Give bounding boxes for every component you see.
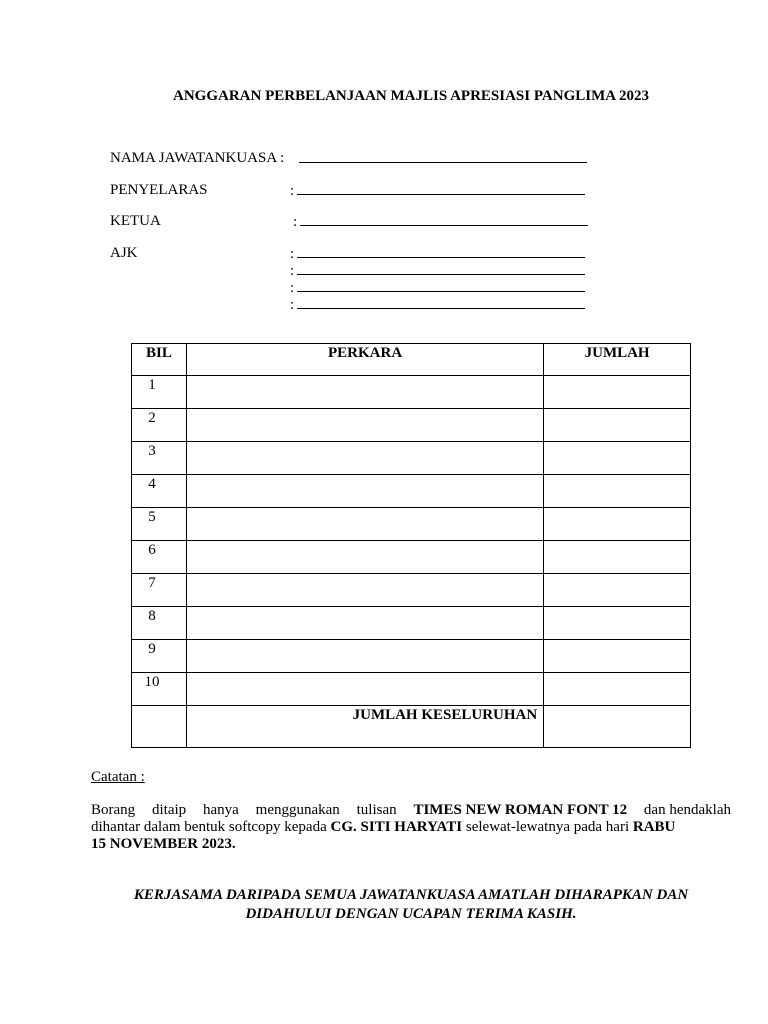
jumlah-cell[interactable] xyxy=(544,508,691,541)
note-date: 15 NOVEMBER 2023 xyxy=(91,836,232,852)
closing-message xyxy=(91,886,731,924)
jumlah-cell[interactable] xyxy=(544,475,691,508)
jumlah-cell[interactable] xyxy=(544,541,691,574)
table-header-row xyxy=(132,344,691,376)
note-word: menggunakan xyxy=(255,802,340,818)
note-word: ditaip xyxy=(152,802,187,818)
perkara-cell[interactable] xyxy=(186,673,543,706)
row-number: 9 xyxy=(132,640,187,673)
header-jumlah: JUMLAH xyxy=(544,344,691,376)
table-row xyxy=(132,541,691,574)
budget-table xyxy=(131,343,691,748)
perkara-cell[interactable] xyxy=(186,574,543,607)
blank-line xyxy=(297,296,585,309)
blank-line xyxy=(299,150,587,163)
blank-line xyxy=(297,182,585,195)
field-colon: : xyxy=(290,246,295,262)
note-line2-mid: selewat-lewatnya pada hari xyxy=(465,819,630,835)
row-number: 7 xyxy=(132,574,187,607)
field-label-nama-jawatankuasa: NAMA JAWATANKUASA : xyxy=(110,150,285,166)
note-body xyxy=(91,802,731,853)
row-number: 8 xyxy=(132,607,187,640)
jumlah-cell[interactable] xyxy=(544,442,691,475)
note-line1-tail: dan hendaklah xyxy=(643,802,731,818)
jumlah-cell[interactable] xyxy=(544,607,691,640)
note-font-requirement: TIMES NEW ROMAN FONT 12 xyxy=(413,802,628,818)
total-jumlah-cell[interactable] xyxy=(544,706,691,748)
note-word: Borang xyxy=(91,802,136,818)
blank-line xyxy=(297,245,585,258)
table-row xyxy=(132,442,691,475)
perkara-cell[interactable] xyxy=(186,508,543,541)
table-row xyxy=(132,376,691,409)
table-row xyxy=(132,475,691,508)
blank-line xyxy=(297,262,585,275)
row-number: 2 xyxy=(132,409,187,442)
field-ajk-2[interactable] xyxy=(290,262,585,280)
total-bil-cell xyxy=(132,706,187,748)
document-title: ANGGARAN PERBELANJAAN MAJLIS APRESIASI PANGLIMA 2023 xyxy=(172,88,649,104)
perkara-cell[interactable] xyxy=(186,376,543,409)
row-number: 1 xyxy=(132,376,187,409)
field-label-penyelaras: PENYELARAS xyxy=(110,182,208,198)
closing-line-1: KERJASAMA DARIPADA SEMUA JAWATANKUASA AMATLAH DIHARAPKAN DAN xyxy=(133,887,689,903)
field-ajk-4[interactable] xyxy=(290,296,585,314)
row-number: 3 xyxy=(132,442,187,475)
total-label: JUMLAH KESELURUHAN xyxy=(186,706,543,748)
row-number: 4 xyxy=(132,475,187,508)
note-line-3 xyxy=(91,836,731,853)
table-row xyxy=(132,409,691,442)
field-colon: : xyxy=(293,214,298,230)
note-word: hanya xyxy=(203,802,239,818)
field-ajk-3[interactable] xyxy=(290,279,585,297)
header-bil: BIL xyxy=(132,344,187,376)
perkara-cell[interactable] xyxy=(186,409,543,442)
note-line-2 xyxy=(91,819,731,836)
closing-line-2: DIDAHULUI DENGAN UCAPAN TERIMA KASIH. xyxy=(245,906,577,922)
perkara-cell[interactable] xyxy=(186,607,543,640)
blank-line xyxy=(297,279,585,292)
perkara-cell[interactable] xyxy=(186,475,543,508)
note-heading: Catatan : xyxy=(91,769,145,785)
note-end: . xyxy=(231,836,236,852)
table-row xyxy=(132,574,691,607)
field-colon: : xyxy=(290,297,295,313)
table-row xyxy=(132,508,691,541)
perkara-cell[interactable] xyxy=(186,640,543,673)
field-colon: : xyxy=(290,183,295,199)
note-line2-pre: dihantar dalam bentuk softcopy kepada xyxy=(91,819,327,835)
jumlah-cell[interactable] xyxy=(544,409,691,442)
jumlah-cell[interactable] xyxy=(544,574,691,607)
table-row xyxy=(132,640,691,673)
note-word: tulisan xyxy=(356,802,397,818)
field-colon: : xyxy=(290,263,295,279)
perkara-cell[interactable] xyxy=(186,541,543,574)
table-row xyxy=(132,673,691,706)
header-perkara: PERKARA xyxy=(186,344,543,376)
field-label-ajk: AJK xyxy=(110,245,138,261)
note-line-1 xyxy=(91,802,731,819)
table-row xyxy=(132,607,691,640)
row-number: 6 xyxy=(132,541,187,574)
perkara-cell[interactable] xyxy=(186,442,543,475)
jumlah-cell[interactable] xyxy=(544,640,691,673)
field-label-ketua: KETUA xyxy=(110,213,161,229)
jumlah-cell[interactable] xyxy=(544,376,691,409)
field-penyelaras[interactable] xyxy=(290,182,585,200)
field-colon: : xyxy=(290,280,295,296)
blank-line xyxy=(300,213,588,226)
field-ketua[interactable] xyxy=(293,213,588,231)
note-day: RABU xyxy=(632,819,676,835)
jumlah-cell[interactable] xyxy=(544,673,691,706)
row-number: 5 xyxy=(132,508,187,541)
note-recipient: CG. SITI HARYATI xyxy=(330,819,463,835)
total-row xyxy=(132,706,691,748)
field-ajk-1[interactable] xyxy=(290,245,585,263)
field-nama-jawatankuasa[interactable] xyxy=(296,150,587,168)
row-number: 10 xyxy=(132,673,187,706)
